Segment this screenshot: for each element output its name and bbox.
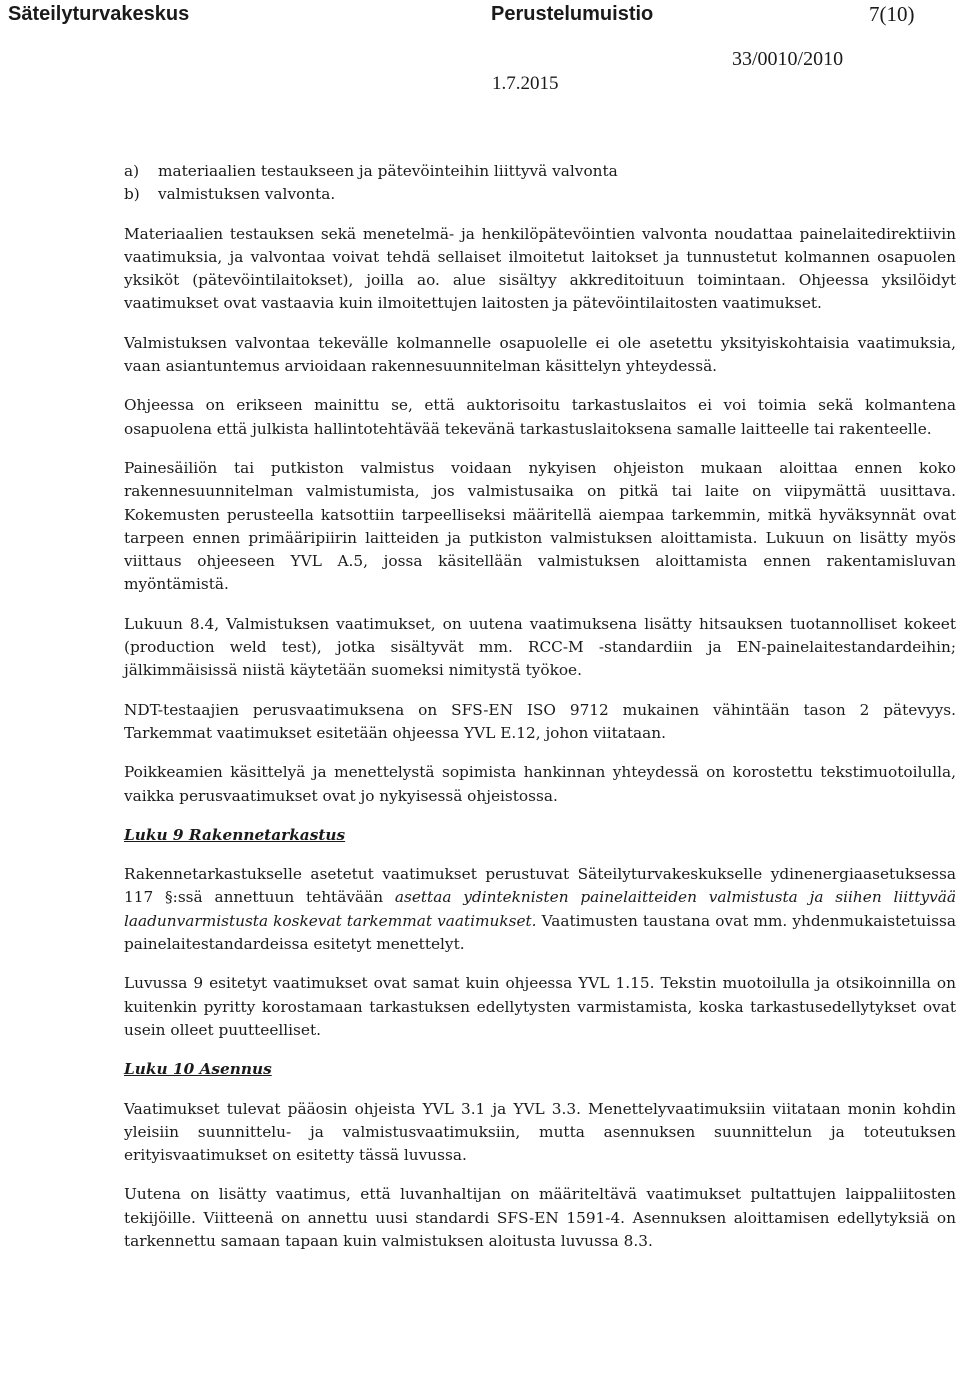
list-item-label: a) — [124, 162, 140, 180]
paragraph: Valmistuksen valvontaa tekevälle kolmannelle osapuolelle ei ole asetettu yksityiskohtaisia vaatimuksia, vaan asiantuntemus arvioidaan rakennesuunnitelman käsittelyn yhteydessä. — [124, 333, 956, 376]
list-item-label: b) — [124, 185, 140, 204]
list-item-text: materiaalien testaukseen ja pätevöinteihin liittyvä valvonta — [158, 162, 618, 180]
paragraph: Poikkeamien käsittelyä ja menettelystä sopimista hankinnan yhteydessä on korostettu tekstimuotoilulla, vaikka perusvaatimukset ovat jo nykyisessä ohjeistossa. — [124, 763, 956, 805]
paragraph: Painesäiliön tai putkiston valmistus voidaan nykyisen ohjeiston mukaan aloittaa ennen koko rakennesuunnitelman valmistumista, jos valmistusaika on pitkä tai laite on viipymättä uusittava. Kokemusten perusteella katsottiin tarpeelliseksi määritellä aiempaa tarkemmin, mitkä hyväksynnät ovat tarpeen ennen primääripiirin laitteiden ja putkiston valmistuksen aloittamista. Lukuun on lisätty myös viittaus ohjeeseen YVL A.5, jossa käsitellään valmistuksen aloittamista ennen rakentamisluvan myöntämistä. — [124, 458, 956, 594]
list-item — [124, 160, 956, 183]
paragraph: Uutena on lisätty vaatimus, että luvanhaltijan on määriteltävä vaatimukset pultattujen laippaliitosten tekijöille. Viitteenä on annettu uusi standardi SFS-EN 1591-4. Asennuksen aloittamisen edellytyksiä on tarkennettu samaan tapaan kuin valmistuksen aloitusta luvussa 8.3. — [124, 1185, 956, 1250]
paragraph: Lukuun 8.4, Valmistuksen vaatimukset, on uutena vaatimuksena lisätty hitsauksen tuotannolliset kokeet (production weld test), jotka sisältyvät mm. RCC-M -standardiin ja EN-painelaitestandardeihin; jälkimmäisissä niistä käytetään suomeksi nimitystä työkoe. — [124, 614, 956, 680]
organization-name: Säteilyturvakeskus — [8, 3, 190, 25]
paragraph — [124, 863, 956, 956]
paragraph: Ohjeessa on erikseen mainittu se, että auktorisoitu tarkastuslaitos ei voi toimia sekä kolmantena osapuolena että julkista hallintotehtävää tekevänä tarkastuslaitoksena samalle laitteelle tai rakenteelle. — [124, 396, 956, 438]
paragraph: Vaatimukset tulevat pääosin ohjeista YVL 3.1 ja YVL 3.3. Menettelyvaatimuksiin viitataan monin kohdin yleisiin suunnittelu- ja valmistusvaatimuksiin, mutta asennuksen suunnittelun ja toteutuksen erityisvaatimukset on esitetty tässä luvussa. — [124, 1099, 956, 1165]
section-heading: Luku 10 Asennus — [124, 1060, 272, 1079]
paragraph-text: Vaatimusten taustana ovat mm. yhdenmukaistetuissa painelaitestandardeissa esitetyt menettelyt. — [124, 911, 956, 954]
document-number: 33/0010/2010 — [732, 48, 844, 70]
document-type: Perustelumuistio — [491, 3, 654, 25]
paragraph: NDT-testaajien perusvaatimuksena on SFS-EN ISO 9712 mukainen vähintään tason 2 pätevyys. Tarkemmat vaatimukset esitetään ohjeessa YVL E.12, johon viitataan. — [124, 700, 956, 742]
emphasized-text: asettaa ydinteknisten painelaitteiden valmistusta ja siihen liittyvää laadunvarmistusta koskevat tarkemmat vaatimukset. — [124, 888, 956, 930]
page-number: 7(10) — [869, 2, 915, 26]
list-item-text: valmistuksen valvonta. — [158, 185, 336, 204]
paragraph: Luvussa 9 esitetyt vaatimukset ovat samat kuin ohjeessa YVL 1.15. Tekstin muotoilulla ja otsikoinnilla on kuitenkin pyritty korostamaan tarkastuksen edellytysten varmistamista, koska tarkastusedellytykset ovat usein olleet puutteelliset. — [124, 974, 956, 1039]
list-item — [124, 183, 956, 206]
paragraph-text: Rakennetarkastukselle asetetut vaatimukset perustuvat Säteilyturvakeskukselle ydinenergiaasetuksessa 117 §:ssä annettuun tehtävään — [124, 865, 956, 907]
section-heading: Luku 9 Rakennetarkastus — [124, 825, 346, 844]
document-date: 1.7.2015 — [492, 73, 559, 94]
document-body — [124, 160, 956, 1269]
paragraph: Materiaalien testauksen sekä menetelmä- ja henkilöpätevöintien valvonta noudattaa painelaitedirektiivin vaatimuksia, ja valvontaa voivat tehdä sellaiset ilmoitetut laitokset ja tunnustetut kolmannen osapuolen yksiköt (pätevöintilaitokset), joilla ao. alue sisältyy akkreditoituun toimintaan. Ohjeessa yksilöidyt vaatimukset ovat vastaavia kuin ilmoitettujen laitosten ja pätevöintilaitosten vaatimukset. — [124, 224, 956, 313]
supervision-list — [124, 160, 956, 207]
